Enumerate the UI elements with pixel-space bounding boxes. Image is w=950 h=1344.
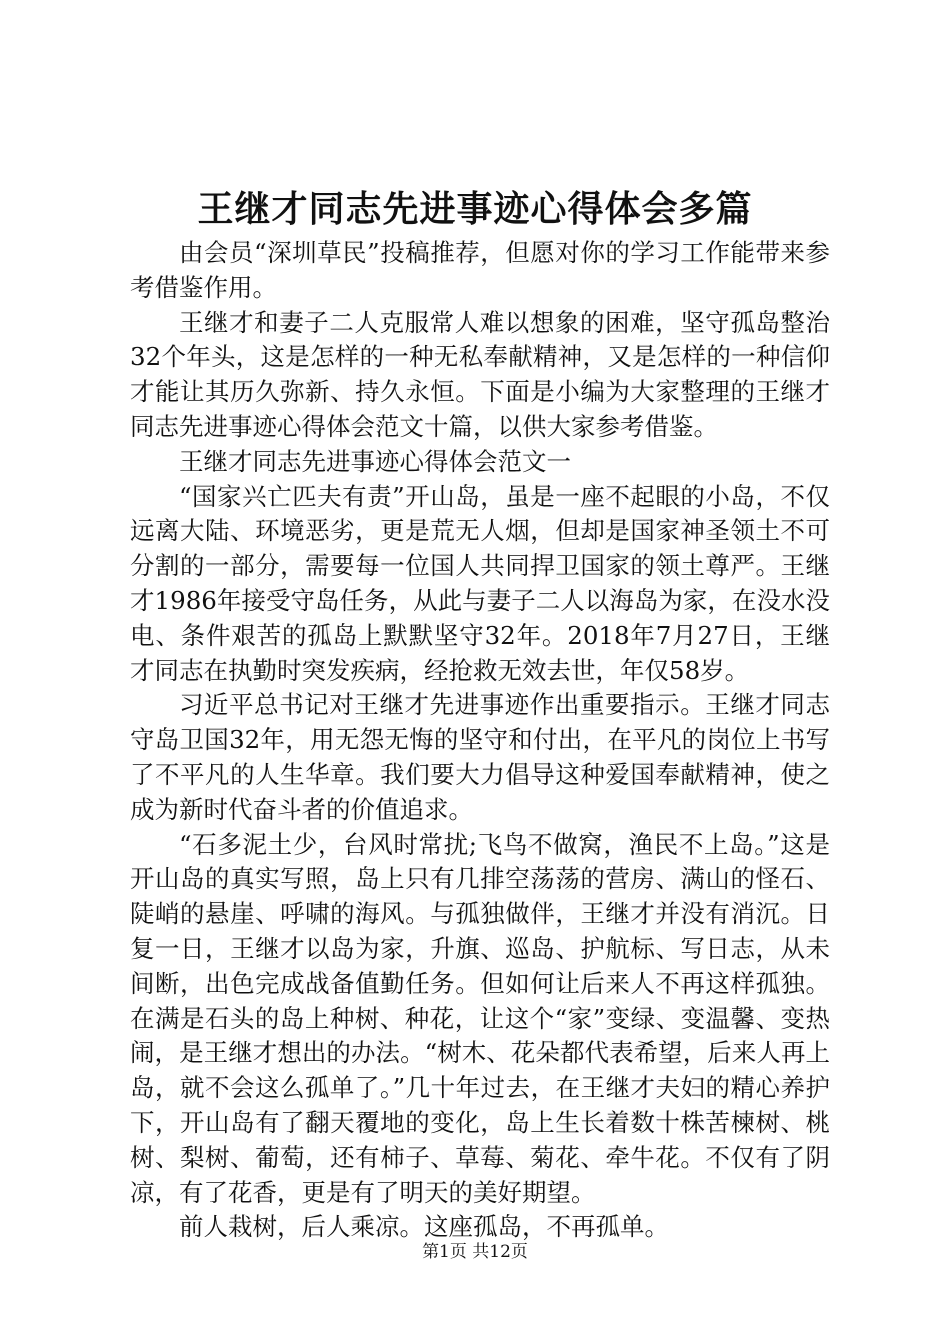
document-title: 王继才同志先进事迹心得体会多篇 xyxy=(197,188,753,230)
body-paragraph: 习近平总书记对王继才先进事迹作出重要指示。王继才同志守岛卫国32年，用无怨无悔的坚守和付出，在平凡的岗位上书写了不平凡的人生华章。我们要大力倡导这种爱国奉献精神，使之成为新时代奋斗者的价值追求。 xyxy=(130,690,830,824)
body-paragraph: “石多泥土少，台风时常扰;飞鸟不做窝，渔民不上岛。”这是开山岛的真实写照，岛上只有几排空荡荡的营房、满山的怪石、陡峭的悬崖、呼啸的海风。与孤独做伴，王继才并没有消沉。日复一日，王继才以岛为家，升旗、巡岛、护航标、写日志，从未间断，出色完成战备值勤任务。但如何让后来人不再这样孤独。在满是石头的岛上种树、种花，让这个“家”变绿、变温馨、变热闹，是王继才想出的办法。“树木、花朵都代表希望，后来人再上岛，就不会这么孤单了。”几十年过去，在王继才夫妇的精心养护下，开山岛有了翻天覆地的变化，岛上生长着数十株苦楝树、桃树、梨树、葡萄，还有柿子、草莓、菊花、牵牛花。不仅有了阴凉，有了花香，更是有了明天的美好期望。 xyxy=(130,829,830,1207)
document-body xyxy=(130,236,830,1245)
body-paragraph: “国家兴亡匹夫有责”开山岛，虽是一座不起眼的小岛，不仅远离大陆、环境恶劣，更是荒无人烟，但却是国家神圣领土不可分割的一部分，需要每一位国人共同捍卫国家的领土尊严。王继才1986年接受守岛任务，从此与妻子二人以海岛为家，在没水没电、条件艰苦的孤岛上默默坚守32年。2018年7月27日，王继才同志在执勤时突发疾病，经抢救无效去世，年仅58岁。 xyxy=(130,481,830,685)
body-paragraph: 前人栽树，后人乘凉。这座孤岛，不再孤单。 xyxy=(179,1212,669,1242)
page-number-footer: 第1页 共12页 xyxy=(422,1242,528,1262)
summary-paragraph: 王继才和妻子二人克服常人难以想象的困难，坚守孤岛整治32个年头，这是怎样的一种无私奉献精神，又是怎样的一种信仰才能让其历久弥新、持久永恒。下面是小编为大家整理的王继才同志先进事迹心得体会范文十篇，以供大家参考借鉴。 xyxy=(130,307,830,441)
intro-paragraph: 由会员“深圳草民”投稿推荐，但愿对你的学习工作能带来参考借鉴作用。 xyxy=(130,238,830,302)
section-heading: 王继才同志先进事迹心得体会范文一 xyxy=(179,446,571,476)
